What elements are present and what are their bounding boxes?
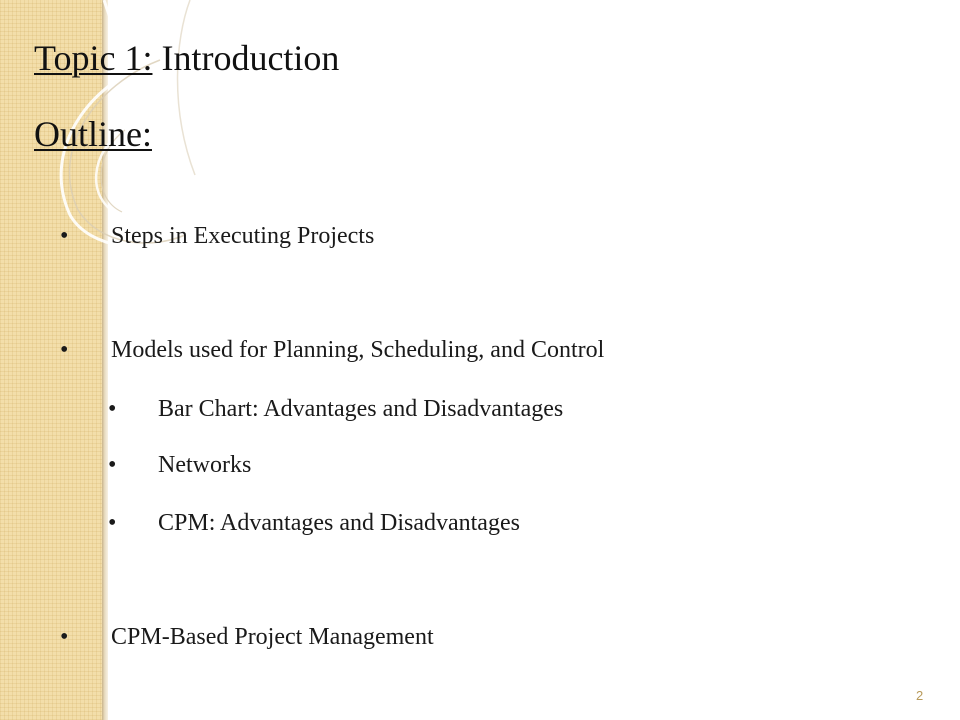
bullet: • (60, 624, 69, 650)
list-item-text: Bar Chart: Advantages and Disadvantages (158, 396, 564, 422)
slide-title (34, 34, 339, 82)
outline-heading: Outline: (34, 114, 152, 154)
bullet: • (108, 510, 117, 536)
list-item-text: Models used for Planning, Scheduling, and Control (111, 337, 605, 363)
title-topic-label: Topic 1: (34, 38, 153, 78)
bullet: • (60, 223, 69, 249)
bullet: • (60, 337, 69, 363)
bullet: • (108, 396, 117, 422)
list-item-text: Networks (158, 452, 252, 478)
page-number: 2 (916, 688, 924, 703)
bullet: • (108, 452, 117, 478)
list-item-text: CPM-Based Project Management (111, 624, 434, 650)
list-item-text: Steps in Executing Projects (111, 223, 375, 249)
title-text: Introduction (152, 38, 340, 78)
list-item-text: CPM: Advantages and Disadvantages (158, 510, 520, 536)
